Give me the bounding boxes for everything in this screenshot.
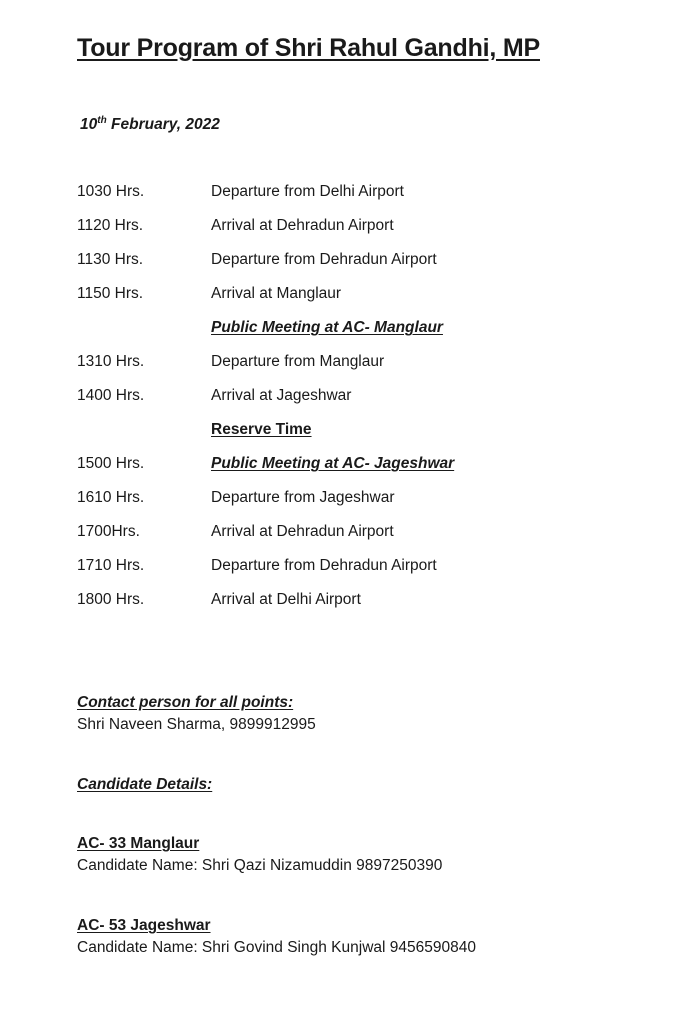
schedule-time: 1500 Hrs. [77, 455, 145, 472]
schedule-row [0, 217, 683, 251]
candidate-details-section [77, 776, 212, 794]
schedule-time: 1310 Hrs. [77, 353, 145, 370]
schedule-row [0, 489, 683, 523]
schedule-row [0, 591, 683, 625]
schedule-row [0, 387, 683, 421]
schedule-time: 1120 Hrs. [77, 217, 144, 234]
candidate-name: Candidate Name: Shri Govind Singh Kunjwal 9456590840 [77, 939, 476, 956]
schedule-time: 1150 Hrs. [77, 285, 144, 302]
schedule-row [0, 285, 683, 319]
schedule-time: 1130 Hrs. [77, 251, 144, 268]
schedule-row [0, 523, 683, 557]
schedule-row [0, 353, 683, 387]
schedule-time: 1610 Hrs. [77, 489, 145, 506]
schedule-event: Departure from Dehradun Airport [211, 251, 437, 268]
candidate-ac: AC- 33 Manglaur [77, 835, 200, 852]
schedule-event: Departure from Jageshwar [211, 489, 395, 506]
schedule-row [0, 557, 683, 591]
page-title: Tour Program of Shri Rahul Gandhi, MP [77, 34, 540, 62]
schedule-event: Arrival at Jageshwar [211, 387, 352, 404]
schedule-event: Departure from Delhi Airport [211, 183, 404, 200]
candidate-details-heading: Candidate Details: [77, 776, 213, 793]
schedule-list [0, 183, 683, 625]
schedule-time: 1700Hrs. [77, 523, 140, 540]
schedule-time: 1710 Hrs. [77, 557, 145, 574]
date-suffix: th [97, 115, 107, 126]
schedule-row [0, 421, 683, 455]
candidate-name: Candidate Name: Shri Qazi Nizamuddin 9897250390 [77, 857, 443, 874]
schedule-event: Arrival at Dehradun Airport [211, 523, 394, 540]
schedule-row [0, 251, 683, 285]
schedule-row [0, 319, 683, 353]
schedule-time: 1030 Hrs. [77, 183, 145, 200]
tour-date [80, 116, 220, 134]
schedule-row [0, 455, 683, 489]
schedule-time: 1800 Hrs. [77, 591, 145, 608]
schedule-event: Departure from Manglaur [211, 353, 385, 370]
contact-heading: Contact person for all points: [77, 694, 294, 711]
schedule-event: Departure from Dehradun Airport [211, 557, 437, 574]
date-day: 10 [80, 116, 98, 133]
schedule-event-meeting: Public Meeting at AC- Manglaur [211, 319, 443, 336]
contact-section [77, 694, 316, 734]
date-rest: February, 2022 [111, 116, 220, 133]
schedule-event-meeting: Public Meeting at AC- Jageshwar [211, 455, 455, 472]
schedule-event: Arrival at Delhi Airport [211, 591, 361, 608]
candidate-block [77, 917, 476, 957]
schedule-time: 1400 Hrs. [77, 387, 145, 404]
schedule-event: Arrival at Manglaur [211, 285, 342, 302]
candidate-block [77, 835, 442, 875]
contact-value: Shri Naveen Sharma, 9899912995 [77, 716, 316, 733]
candidate-ac: AC- 53 Jageshwar [77, 917, 211, 934]
schedule-row [0, 183, 683, 217]
schedule-event-reserve: Reserve Time [211, 421, 312, 438]
schedule-event: Arrival at Dehradun Airport [211, 217, 394, 234]
